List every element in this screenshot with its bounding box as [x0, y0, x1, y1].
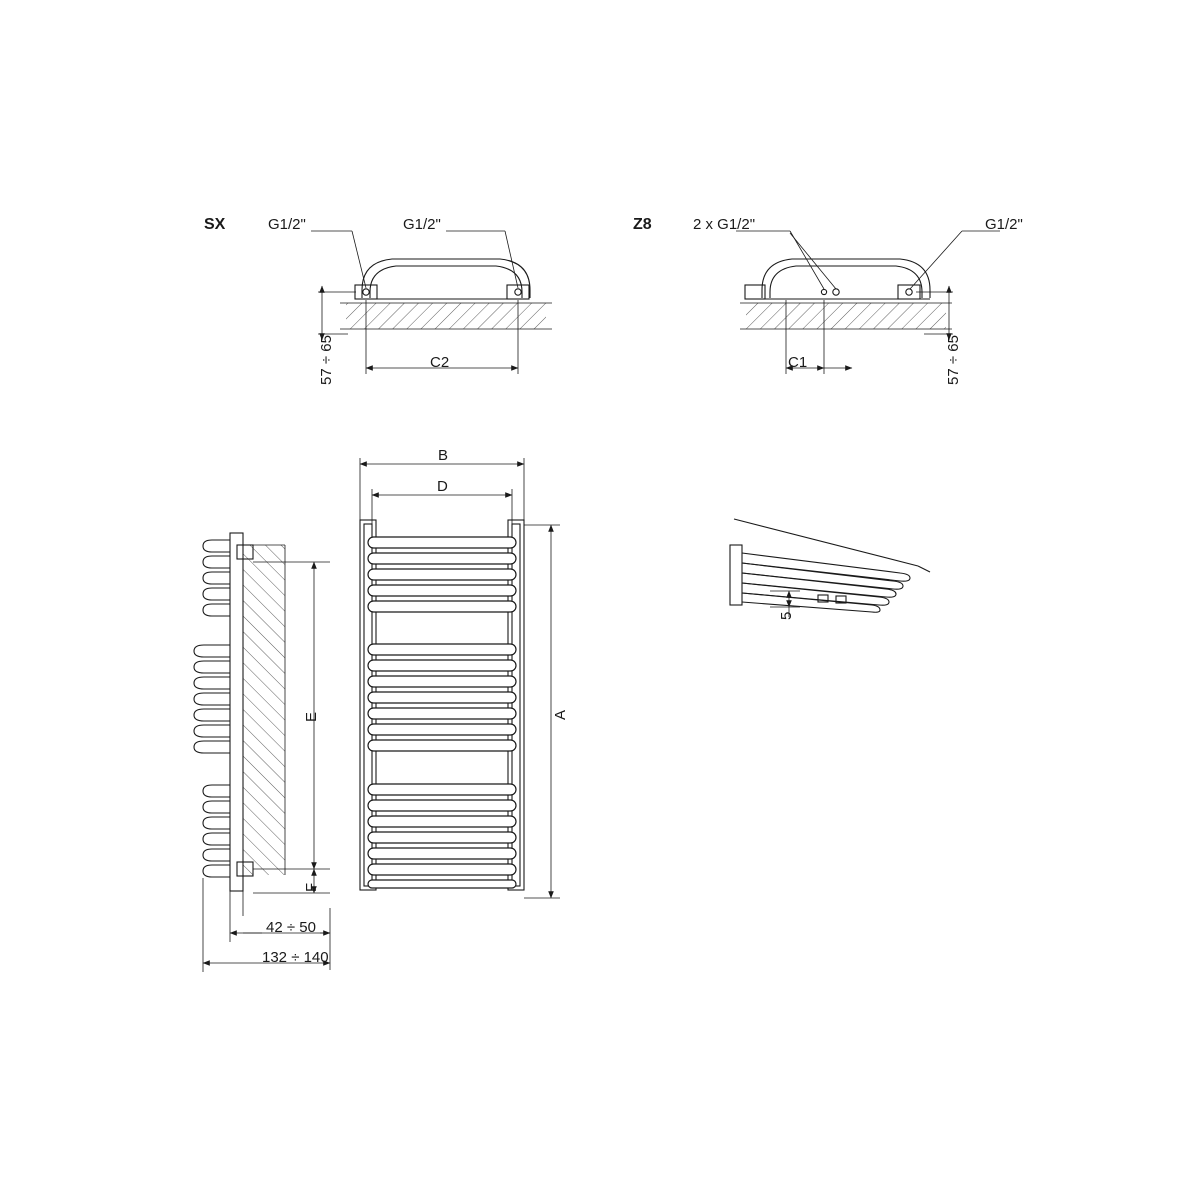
sx-right-connection-label: G1/2": [403, 216, 441, 233]
z8-right-connection-label: G1/2": [985, 216, 1023, 233]
front-view: [360, 458, 560, 898]
side-depth-large-label: 132 ÷ 140: [262, 949, 329, 966]
sx-left-connection-label: G1/2": [268, 216, 306, 233]
perspective-gap-dimension-label: 5: [778, 611, 795, 620]
sx-height-dimension-label: 57 ÷ 65: [318, 335, 335, 385]
side-f-dimension-label: F: [303, 882, 320, 892]
z8-top-view: [736, 231, 1000, 374]
z8-height-dimension-label: 57 ÷ 65: [945, 335, 962, 385]
sx-width-dimension-label: C2: [430, 354, 450, 371]
side-view: [194, 533, 330, 972]
z8-left-connection-label: 2 x G1/2": [693, 216, 756, 233]
perspective-view: [730, 519, 930, 617]
sx-top-view: [311, 231, 552, 374]
side-e-dimension-label: E: [303, 711, 320, 722]
z8-width-dimension-label: C1: [788, 354, 808, 371]
front-a-dimension-label: A: [552, 709, 569, 720]
view-label-sx: SX: [204, 216, 226, 233]
front-d-dimension-label: D: [437, 478, 448, 495]
side-depth-small-label: 42 ÷ 50: [266, 919, 316, 936]
front-b-dimension-label: B: [438, 447, 449, 464]
view-label-z8: Z8: [633, 216, 652, 233]
